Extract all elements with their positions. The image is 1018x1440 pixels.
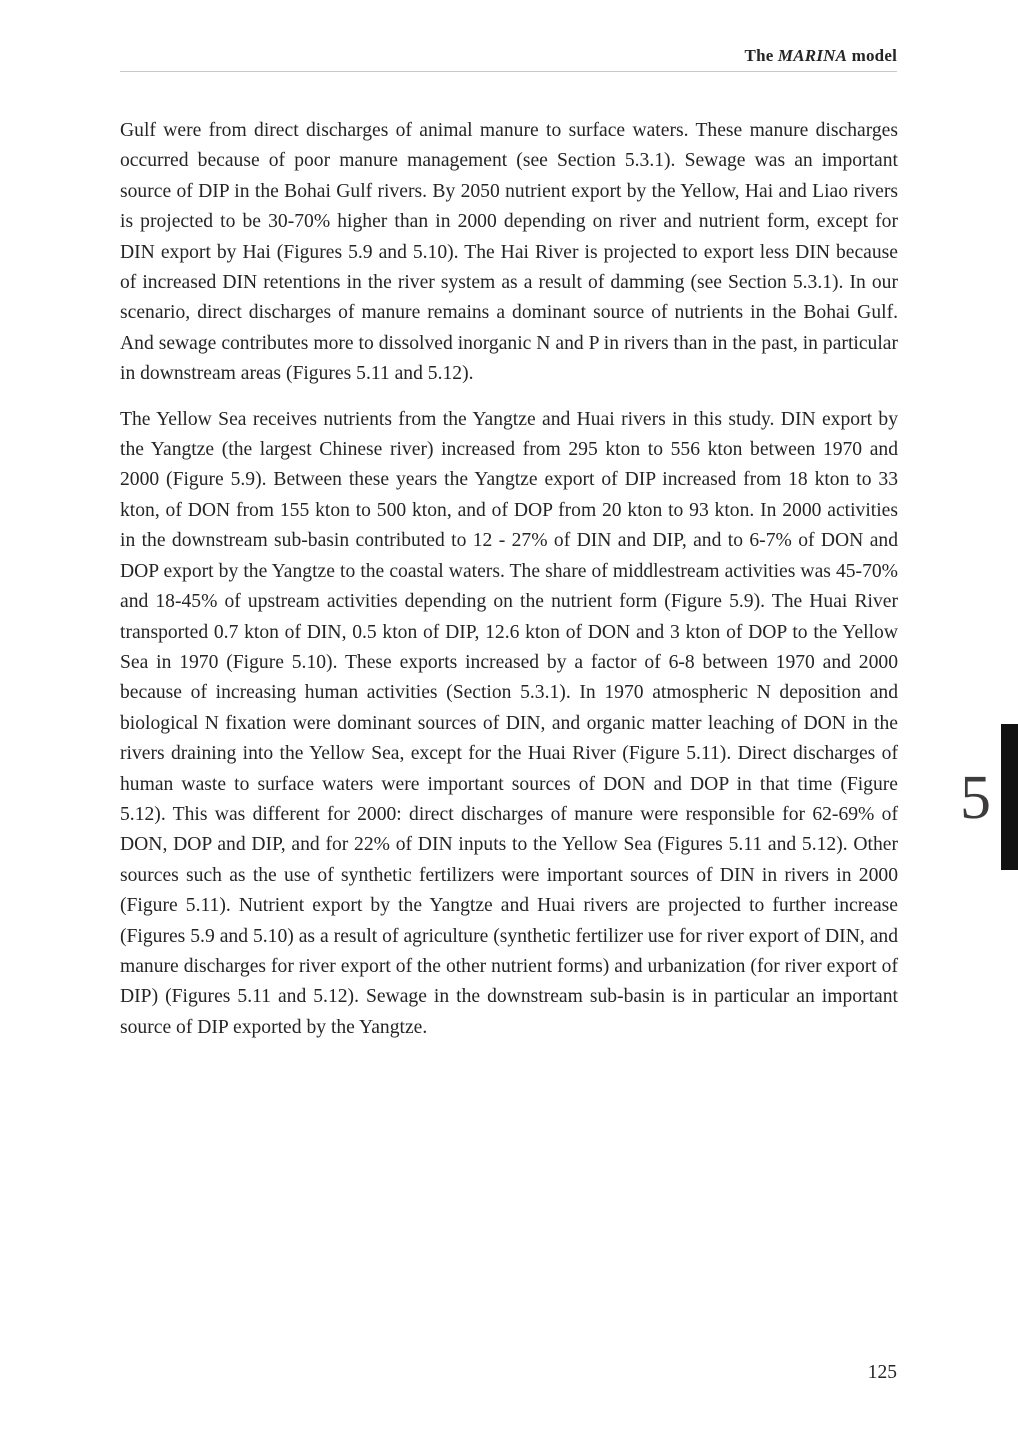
chapter-tab-bar	[1001, 724, 1018, 870]
header-rule	[120, 71, 897, 72]
running-header-suffix: model	[847, 46, 897, 65]
paragraph-1: Gulf were from direct discharges of animal manure to surface waters. These manure discharges occurred because of poor manure management (see Section 5.3.1). Sewage was an important source of DIP in the Bohai Gulf rivers. By 2050 nutrient export by the Yellow, Hai and Liao rivers is projected to be 30-70% higher than in 2000 depending on river and nutrient form, except for DIN export by Hai (Figures 5.9 and 5.10). The Hai River is projected to export less DIN because of increased DIN retentions in the river system as a result of damming (see Section 5.3.1). In our scenario, direct discharges of manure remains a dominant source of nutrients in the Bohai Gulf. And sewage contributes more to dissolved inorganic N and P in rivers than in the past, in particular in downstream areas (Figures 5.11 and 5.12).	[120, 120, 898, 385]
running-header-prefix: The	[744, 46, 778, 65]
page-number: 125	[867, 1362, 897, 1383]
running-header-emphasis: MARINA	[777, 46, 848, 65]
paragraph-2: The Yellow Sea receives nutrients from the Yangtze and Huai rivers in this study. DIN export by the Yangtze (the largest Chinese river) increased from 295 kton to 556 kton between 1970 and 2000 (Figure 5.9). Between these years the Yangtze export of DIP increased from 18 kton to 33 kton, of DON from 155 kton to 500 kton, and of DOP from 20 kton to 93 kton. In 2000 activities in the downstream sub-basin contributed to 12 - 27% of DIN and DIP, and to 6-7% of DON and DOP export by the Yangtze to the coastal waters. The share of middlestream activities was 45-70% and 18-45% of upstream activities depending on the nutrient form (Figure 5.9). The Huai River transported 0.7 kton of DIN, 0.5 kton of DIP, 12.6 kton of DON and 3 kton of DOP to the Yellow Sea in 1970 (Figure 5.10). These exports increased by a factor of 6-8 between 1970 and 2000 because of increasing human activities (Section 5.3.1). In 1970 atmospheric N deposition and biological N fixation were dominant sources of DIN, and organic matter leaching of DON in the rivers draining into the Yellow Sea, except for the Huai River (Figure 5.11). Direct discharges of human waste to surface waters were important sources of DON and DOP in that time (Figure 5.12). This was different for 2000: direct discharges of manure were responsible for 62-69% of DON, DOP and DIP, and for 22% of DIN inputs to the Yellow Sea (Figures 5.11 and 5.12). Other sources such as the use of synthetic fertilizers were important sources of DIN in rivers in 2000 (Figure 5.11). Nutrient export by the Yangtze and Huai rivers are projected to further increase (Figures 5.9 and 5.10) as a result of agriculture (synthetic fertilizer use for river export of DIN, and manure discharges for river export of the other nutrient forms) and urbanization (for river export of DIP) (Figures 5.11 and 5.12). Sewage in the downstream sub-basin is in particular an important source of DIP exported by the Yangtze.	[120, 408, 898, 1038]
body-text	[120, 116, 898, 1058]
running-header	[120, 46, 897, 66]
chapter-number: 5	[960, 764, 991, 832]
